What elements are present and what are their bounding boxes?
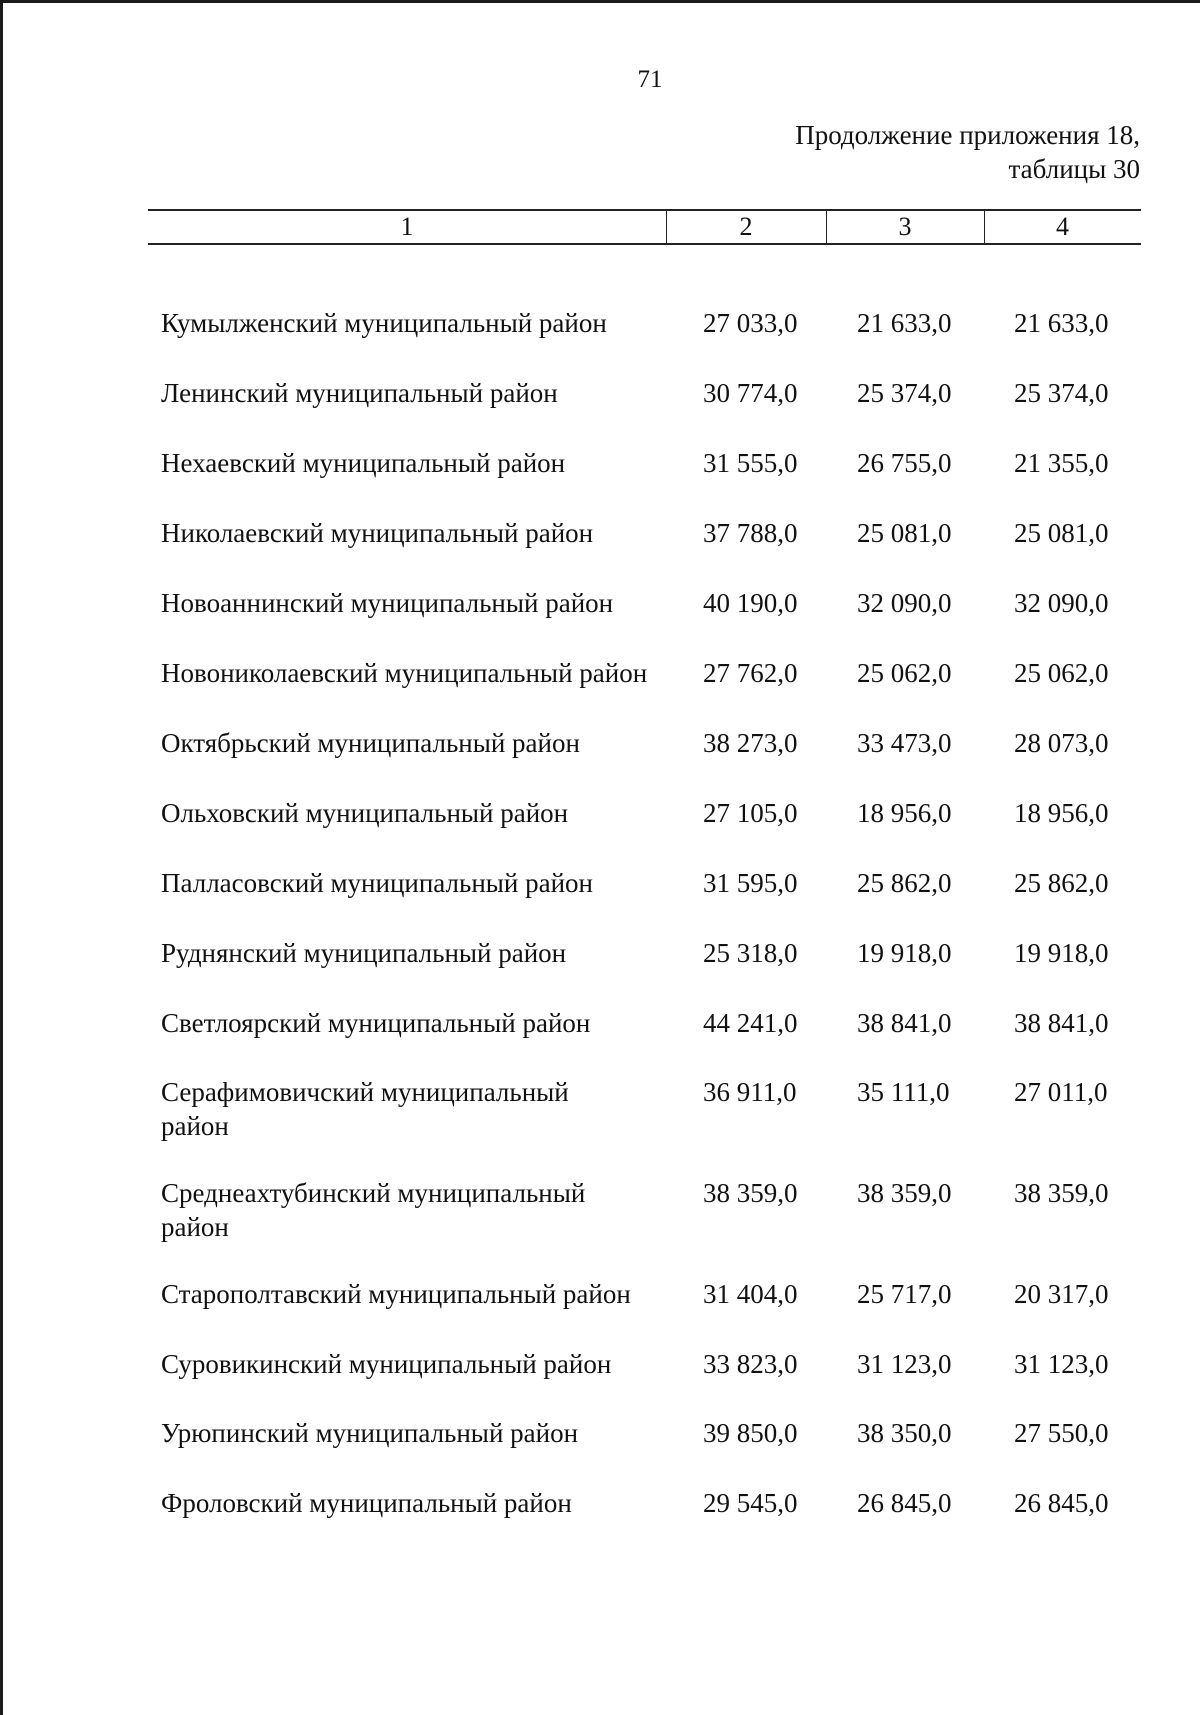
value-col-3: 21 633,0	[857, 308, 952, 338]
table-row	[0, 1486, 1200, 1556]
value-col-3: 25 374,0	[857, 378, 952, 408]
value-col-4: 38 841,0	[1014, 1008, 1109, 1038]
value-col-3: 25 081,0	[857, 518, 952, 548]
value-col-4: 21 355,0	[1014, 448, 1109, 478]
value-col-2: 38 359,0	[703, 1178, 798, 1208]
value-col-4: 21 633,0	[1014, 308, 1109, 338]
table-row	[0, 1006, 1200, 1075]
table-row	[0, 866, 1200, 936]
page-number: 71	[637, 66, 663, 93]
table-row	[0, 1347, 1200, 1416]
district-name: Новониколаевский муниципальный район	[161, 658, 648, 688]
header-top-rule	[148, 209, 1141, 211]
value-col-4: 25 081,0	[1014, 518, 1109, 548]
continuation-note	[795, 118, 1140, 186]
value-col-3: 38 350,0	[857, 1418, 952, 1448]
district-name: Кумылженский муниципальный район	[161, 308, 607, 338]
table-row	[0, 1277, 1200, 1347]
table-row	[0, 1075, 1200, 1176]
value-col-2: 36 911,0	[703, 1077, 797, 1107]
value-col-2: 29 545,0	[703, 1488, 798, 1518]
table-row	[0, 306, 1200, 376]
district-name: Палласовский муниципальный район	[161, 868, 593, 898]
district-name: Фроловский муниципальный район	[161, 1488, 572, 1518]
value-col-2: 40 190,0	[703, 588, 798, 618]
value-col-2: 27 762,0	[703, 658, 798, 688]
value-col-2: 44 241,0	[703, 1008, 798, 1038]
value-col-4: 31 123,0	[1014, 1349, 1109, 1379]
value-col-4: 27 550,0	[1014, 1418, 1109, 1448]
table-row	[0, 516, 1200, 586]
value-col-2: 33 823,0	[703, 1349, 798, 1379]
value-col-3: 32 090,0	[857, 588, 952, 618]
value-col-3: 18 956,0	[857, 798, 952, 828]
value-col-4: 20 317,0	[1014, 1279, 1109, 1309]
value-col-4: 25 062,0	[1014, 658, 1109, 688]
value-col-2: 31 555,0	[703, 448, 798, 478]
value-col-2: 27 033,0	[703, 308, 798, 338]
value-col-3: 35 111,0	[857, 1077, 950, 1107]
value-col-3: 26 845,0	[857, 1488, 952, 1518]
continuation-line-1: Продолжение приложения 18,	[795, 120, 1140, 150]
district-name: Октябрьский муниципальный район	[161, 728, 580, 758]
column-number-2: 2	[739, 212, 753, 241]
table-row	[0, 1416, 1200, 1486]
table-body	[0, 306, 1200, 1556]
table-row	[0, 726, 1200, 796]
scan-top-edge	[0, 0, 1200, 3]
value-col-2: 38 273,0	[703, 728, 798, 758]
value-col-3: 31 123,0	[857, 1349, 952, 1379]
value-col-3: 25 062,0	[857, 658, 952, 688]
value-col-2: 30 774,0	[703, 378, 798, 408]
value-col-4: 25 374,0	[1014, 378, 1109, 408]
value-col-2: 25 318,0	[703, 938, 798, 968]
value-col-3: 38 359,0	[857, 1178, 952, 1208]
district-name: Руднянский муниципальный район	[161, 938, 567, 968]
table-row	[0, 796, 1200, 866]
table-row	[0, 446, 1200, 516]
value-col-4: 32 090,0	[1014, 588, 1109, 618]
value-col-4: 18 956,0	[1014, 798, 1109, 828]
district-name: Ленинский муниципальный район	[161, 378, 558, 408]
table-row	[0, 1176, 1200, 1277]
value-col-2: 27 105,0	[703, 798, 798, 828]
value-col-2: 31 404,0	[703, 1279, 798, 1309]
continuation-line-2: таблицы 30	[1008, 154, 1140, 184]
district-name: Старополтавский муниципальный район	[161, 1279, 631, 1309]
header-bottom-rule	[148, 243, 1141, 245]
value-col-3: 25 862,0	[857, 868, 952, 898]
value-col-3: 38 841,0	[857, 1008, 952, 1038]
value-col-3: 33 473,0	[857, 728, 952, 758]
value-col-4: 28 073,0	[1014, 728, 1109, 758]
value-col-4: 25 862,0	[1014, 868, 1109, 898]
district-name: Серафимовичский муниципальный район	[161, 1077, 569, 1141]
column-number-3: 3	[898, 212, 912, 241]
district-name: Суровикинский муниципальный район	[161, 1349, 612, 1379]
value-col-2: 31 595,0	[703, 868, 798, 898]
district-name: Светлоярский муниципальный район	[161, 1008, 591, 1038]
district-name: Урюпинский муниципальный район	[161, 1418, 579, 1448]
column-number-1: 1	[400, 212, 414, 241]
value-col-4: 26 845,0	[1014, 1488, 1109, 1518]
district-name: Новоаннинский муниципальный район	[161, 588, 614, 618]
district-name: Ольховский муниципальный район	[161, 798, 569, 828]
value-col-4: 38 359,0	[1014, 1178, 1109, 1208]
value-col-2: 39 850,0	[703, 1418, 798, 1448]
table-row	[0, 936, 1200, 1006]
value-col-4: 19 918,0	[1014, 938, 1109, 968]
value-col-3: 19 918,0	[857, 938, 952, 968]
column-number-4: 4	[1056, 212, 1069, 241]
district-name: Николаевский муниципальный район	[161, 518, 594, 548]
value-col-4: 27 011,0	[1014, 1077, 1108, 1107]
district-name: Среднеахтубинский муниципальный район	[161, 1178, 586, 1242]
table-row	[0, 376, 1200, 446]
value-col-2: 37 788,0	[703, 518, 798, 548]
value-col-3: 26 755,0	[857, 448, 952, 478]
value-col-3: 25 717,0	[857, 1279, 952, 1309]
table-row	[0, 586, 1200, 656]
table-row	[0, 656, 1200, 726]
district-name: Нехаевский муниципальный район	[161, 448, 566, 478]
